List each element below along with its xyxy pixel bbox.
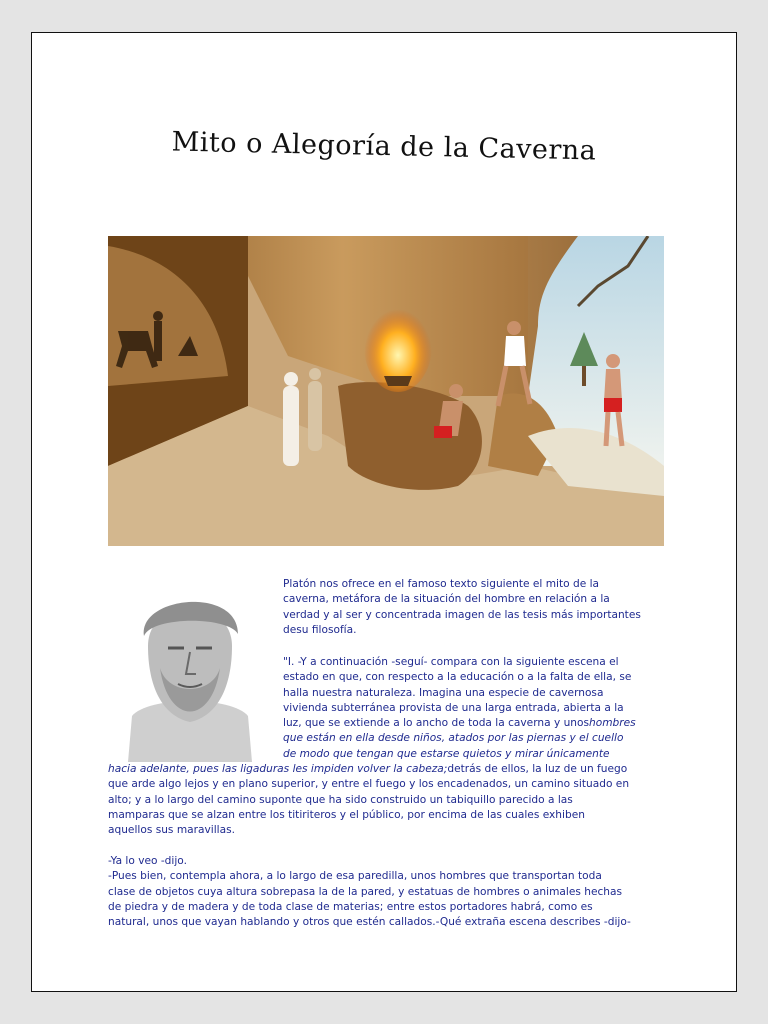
italic-fragment: hacia adelante, pues las ligaduras les impiden volver la cabeza;: [108, 763, 448, 775]
text-line: que arde algo lejos y en plano superior, y entre el fuego y los encadenados, un camino situado en: [108, 778, 630, 791]
quote-paragraph-beside-image: [283, 655, 663, 762]
text-line: [283, 716, 663, 731]
italic-fragment: hombres: [589, 717, 636, 730]
text-line: [108, 762, 664, 777]
text-line: vivienda subterránea provista de una larga entrada, abierta a la: [283, 701, 624, 714]
dialogue-paragraph: [108, 854, 664, 930]
text-line: Platón nos ofrece en el famoso texto siguiente el mito de la: [283, 578, 600, 590]
intro-paragraph: [283, 577, 663, 638]
quote-paragraph-continued: [108, 762, 664, 838]
text-line: mamparas que se alzan entre los titiriteros y el público, por encima de las cuales exhiben: [108, 808, 585, 821]
page-title: Mito o Alegoría de la Caverna: [171, 126, 597, 167]
text-line: -Ya lo veo -dijo.: [108, 855, 187, 867]
italic-line: de modo que tengan que estarse quietos y mirar únicamente: [283, 747, 610, 760]
text-line: aquellos sus maravillas.: [108, 824, 235, 837]
text-line: desu filosofía.: [283, 623, 357, 636]
text-line: verdad y al ser y concentrada imagen de las tesis más importantes: [283, 608, 641, 621]
plato-bust-image: [108, 576, 272, 762]
text-line: "I. -Y a continuación -seguí- compara con la siguiente escena el: [283, 656, 619, 668]
text-line: halla nuestra naturaleza. Imagina una especie de cavernosa: [283, 686, 604, 699]
text-line: alto; y a lo largo del camino suponte que ha sido construido un tabiquillo parecido a las: [108, 793, 573, 806]
text-fragment: luz, que se extiende a lo ancho de toda la caverna y unos: [283, 717, 590, 730]
cave-allegory-illustration: [108, 236, 664, 546]
text-line: estado en que, con respecto a la educación o a la falta de ella, se: [283, 671, 632, 684]
text-line: -Pues bien, contempla ahora, a lo largo de esa paredilla, unos hombres que transportan toda: [108, 870, 602, 883]
text-line: natural, unos que vayan hablando y otros que estén callados.-Qué extraña escena describes -dijo-: [108, 916, 631, 929]
text-line: caverna, metáfora de la situación del hombre en relación a la: [283, 593, 610, 606]
document-page: [31, 32, 737, 992]
italic-line: que están en ella desde niños, atados por las piernas y el cuello: [283, 732, 624, 745]
text-fragment: detrás de ellos, la luz de un fuego: [447, 763, 628, 775]
text-line: de piedra y de madera y de toda clase de materias; entre estos portadores habrá, como es: [108, 900, 593, 913]
text-line: clase de objetos cuya altura sobrepasa la de la pared, y estatuas de hombres o animales hechas: [108, 885, 623, 898]
